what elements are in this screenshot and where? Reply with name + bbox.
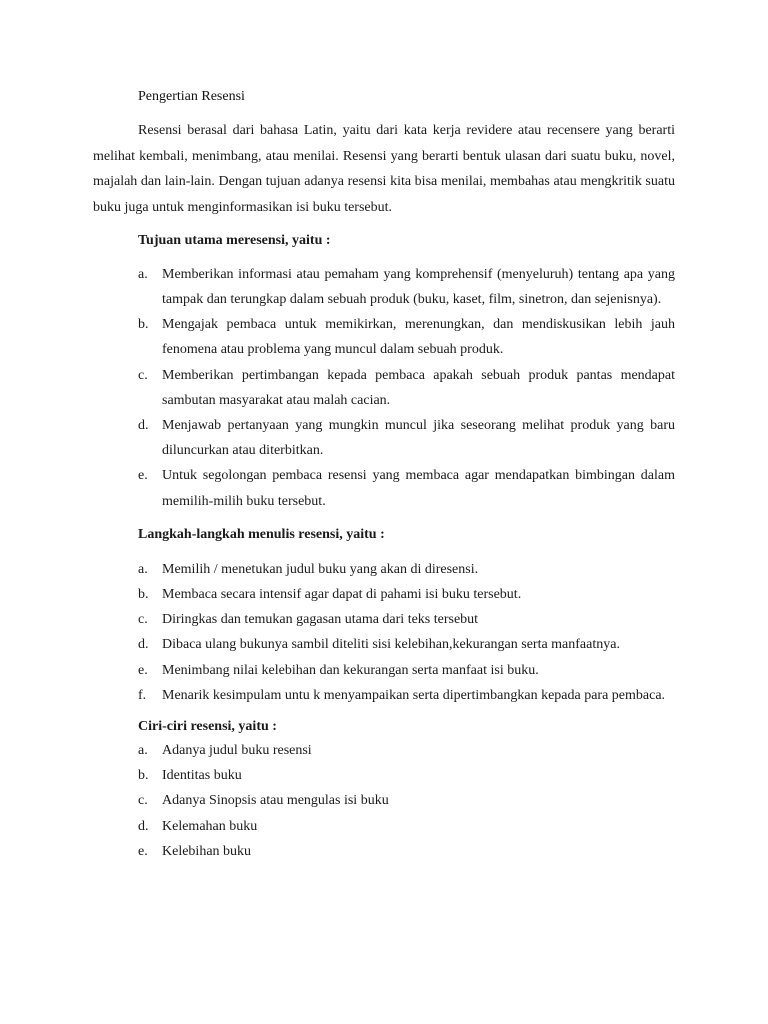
list-langkah [93,557,675,708]
section-heading-tujuan: Tujuan utama meresensi, yaitu : [138,232,331,248]
list-marker: d. [138,818,149,834]
list-ciri [93,738,675,864]
list-item-text: Menjawab pertanyaan yang mungkin muncul jika seseorang melihat produk yang baru diluncurkan atau diterbitkan. [162,418,675,459]
list-item [138,788,675,813]
list-marker: d. [138,418,149,434]
list-marker: e. [138,468,148,484]
list-item [138,557,675,582]
document-body [93,86,675,864]
list-marker: e. [138,662,148,678]
page-title: Pengertian Resensi [138,89,245,104]
list-item [138,312,675,362]
list-item-text: Membaca secara intensif agar dapat di pahami isi buku tersebut. [162,587,522,603]
list-item-text: Identitas buku [162,768,242,784]
list-item-text: Diringkas dan temukan gagasan utama dari teks tersebut [162,612,479,628]
list-item [138,683,675,708]
list-item [138,413,675,463]
list-marker: a. [138,266,148,282]
list-marker: c. [138,793,148,809]
list-marker: a. [138,743,148,759]
list-item [138,607,675,632]
list-marker: b. [138,768,149,784]
list-marker: c. [138,367,148,383]
list-item-text: Memberikan informasi atau pemaham yang komprehensif (menyeluruh) tentang apa yang tampak dan terungkap dalam sebuah produk (buku, kaset, film, sinetron, dan sejenisnya). [162,266,675,308]
section-heading-langkah: Langkah-langkah menulis resensi, yaitu : [138,526,385,542]
list-item-text: Kelebihan buku [162,843,252,859]
list-item [138,839,675,864]
list-item-text: Kelemahan buku [162,818,258,834]
list-marker: c. [138,612,148,628]
list-item-text: Mengajak pembaca untuk memikirkan, merenungkan, dan mendiskusikan lebih jauh fenomena atau problema yang muncul dalam sebuah produk. [162,317,675,358]
list-item-text: Menimbang nilai kelebihan dan kekurangan serta manfaat isi buku. [162,662,539,678]
list-item [138,814,675,839]
list-marker: f. [138,687,147,703]
list-item [138,632,675,657]
list-marker: b. [138,587,149,603]
list-item [138,463,675,513]
list-item [138,262,675,312]
list-item-text: Menarik kesimpulam untu k menyampaikan serta dipertimbangkan kepada para pembaca. [162,687,666,703]
list-item-text: Adanya judul buku resensi [162,743,312,759]
section-heading-ciri: Ciri-ciri resensi, yaitu : [138,719,277,735]
list-item [138,582,675,607]
list-item-text: Memilih / menetukan judul buku yang akan di diresensi. [162,561,479,577]
list-item [138,658,675,683]
intro-paragraph: Resensi berasal dari bahasa Latin, yaitu dari kata kerja revidere atau recensere yang berarti melihat kembali, menimbang, atau menilai. Resensi yang berarti bentuk ulasan dari suatu buku, novel, majalah dan lain-lain. Dengan tujuan adanya resensi kita bisa menilai, membahas atau mengkritik suatu buku juga untuk menginformasikan isi buku tersebut. [93,123,675,216]
list-item-text: Adanya Sinopsis atau mengulas isi buku [162,793,389,809]
list-item-text: Memberikan pertimbangan kepada pembaca apakah sebuah produk pantas mendapat sambutan masyarakat atau malah cacian. [162,367,675,408]
list-item [138,738,675,763]
list-marker: b. [138,317,149,333]
list-tujuan [93,262,675,514]
list-marker: e. [138,843,148,859]
list-item [138,763,675,788]
list-item-text: Untuk segolongan pembaca resensi yang membaca agar mendapatkan bimbingan dalam memilih-milih buku tersebut. [162,468,675,509]
list-item-text: Dibaca ulang bukunya sambil diteliti sisi kelebihan,kekurangan serta manfaatnya. [162,637,620,653]
list-marker: a. [138,561,148,577]
list-marker: d. [138,637,149,653]
list-item [138,363,675,413]
